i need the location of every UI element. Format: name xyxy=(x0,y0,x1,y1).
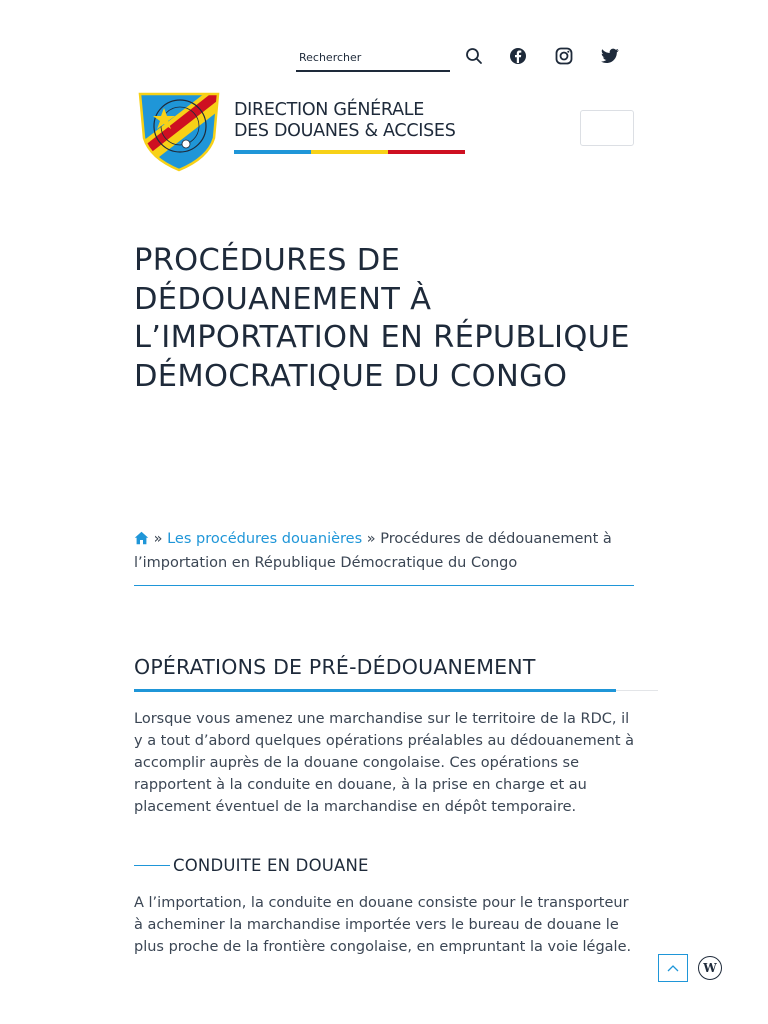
search-input[interactable] xyxy=(296,44,450,70)
scroll-to-top-button[interactable] xyxy=(658,954,688,982)
twitter-icon[interactable] xyxy=(598,44,622,68)
stripe-yellow xyxy=(311,150,388,154)
section-intro: Lorsque vous amenez une marchandise sur le territoire de la RDC, il y a tout d’abord quelques opérations préalables au dédouanement à accomplir auprès de la douane congolaise. Ces opérations se rapportent à la conduite en douane, à la prise en charge et au placement éventuel de la marchandise en dépôt temporaire. xyxy=(134,711,634,815)
accessibility-widget-button[interactable] xyxy=(698,956,722,980)
subsection-text: A l’importation, la conduite en douane consiste pour le transporteur à acheminer la marchandise importée vers le bureau de douane le plus proche de la frontière congolaise, en empruntant la voie légale. xyxy=(134,895,632,955)
brand-line-1: DIRECTION GÉNÉRALE xyxy=(234,100,424,120)
underline-accent xyxy=(134,689,616,692)
breadcrumb-separator: » xyxy=(153,531,163,547)
menu-toggle-button[interactable] xyxy=(580,110,634,146)
search-icon[interactable] xyxy=(462,44,486,68)
subheading-dash xyxy=(134,865,170,866)
underline-rest xyxy=(616,690,658,691)
stripe-red xyxy=(388,150,465,154)
breadcrumb-link-procedures[interactable]: Les procédures douanières xyxy=(167,531,363,547)
stripe-blue xyxy=(234,150,311,154)
breadcrumb xyxy=(134,528,634,574)
instagram-icon[interactable] xyxy=(552,44,576,68)
dgda-logo[interactable] xyxy=(134,86,224,172)
chevron-up-icon xyxy=(667,964,679,972)
breadcrumb-separator: » xyxy=(366,531,376,547)
flag-stripe xyxy=(234,150,465,154)
section-title-underline xyxy=(134,689,658,693)
brand-line-2: DES DOUANES & ACCISES xyxy=(234,121,456,141)
subheading-text: CONDUITE EN DOUANE xyxy=(173,856,369,875)
widget-label: W xyxy=(703,961,717,975)
breadcrumb-current: Procédures de dédouanement à l’importation en République Démocratique du Congo xyxy=(134,531,612,571)
section-title: OPÉRATIONS DE PRÉ-DÉDOUANEMENT xyxy=(134,655,536,679)
search-field[interactable] xyxy=(296,44,450,72)
page-title: PROCÉDURES DE DÉDOUANEMENT À L’IMPORTATION EN RÉPUBLIQUE DÉMOCRATIQUE DU CONGO xyxy=(134,243,630,394)
breadcrumb-divider xyxy=(134,585,634,586)
subheading xyxy=(134,856,369,875)
site-brand[interactable] xyxy=(234,100,465,154)
facebook-icon[interactable] xyxy=(506,44,530,68)
home-icon[interactable] xyxy=(134,530,149,552)
